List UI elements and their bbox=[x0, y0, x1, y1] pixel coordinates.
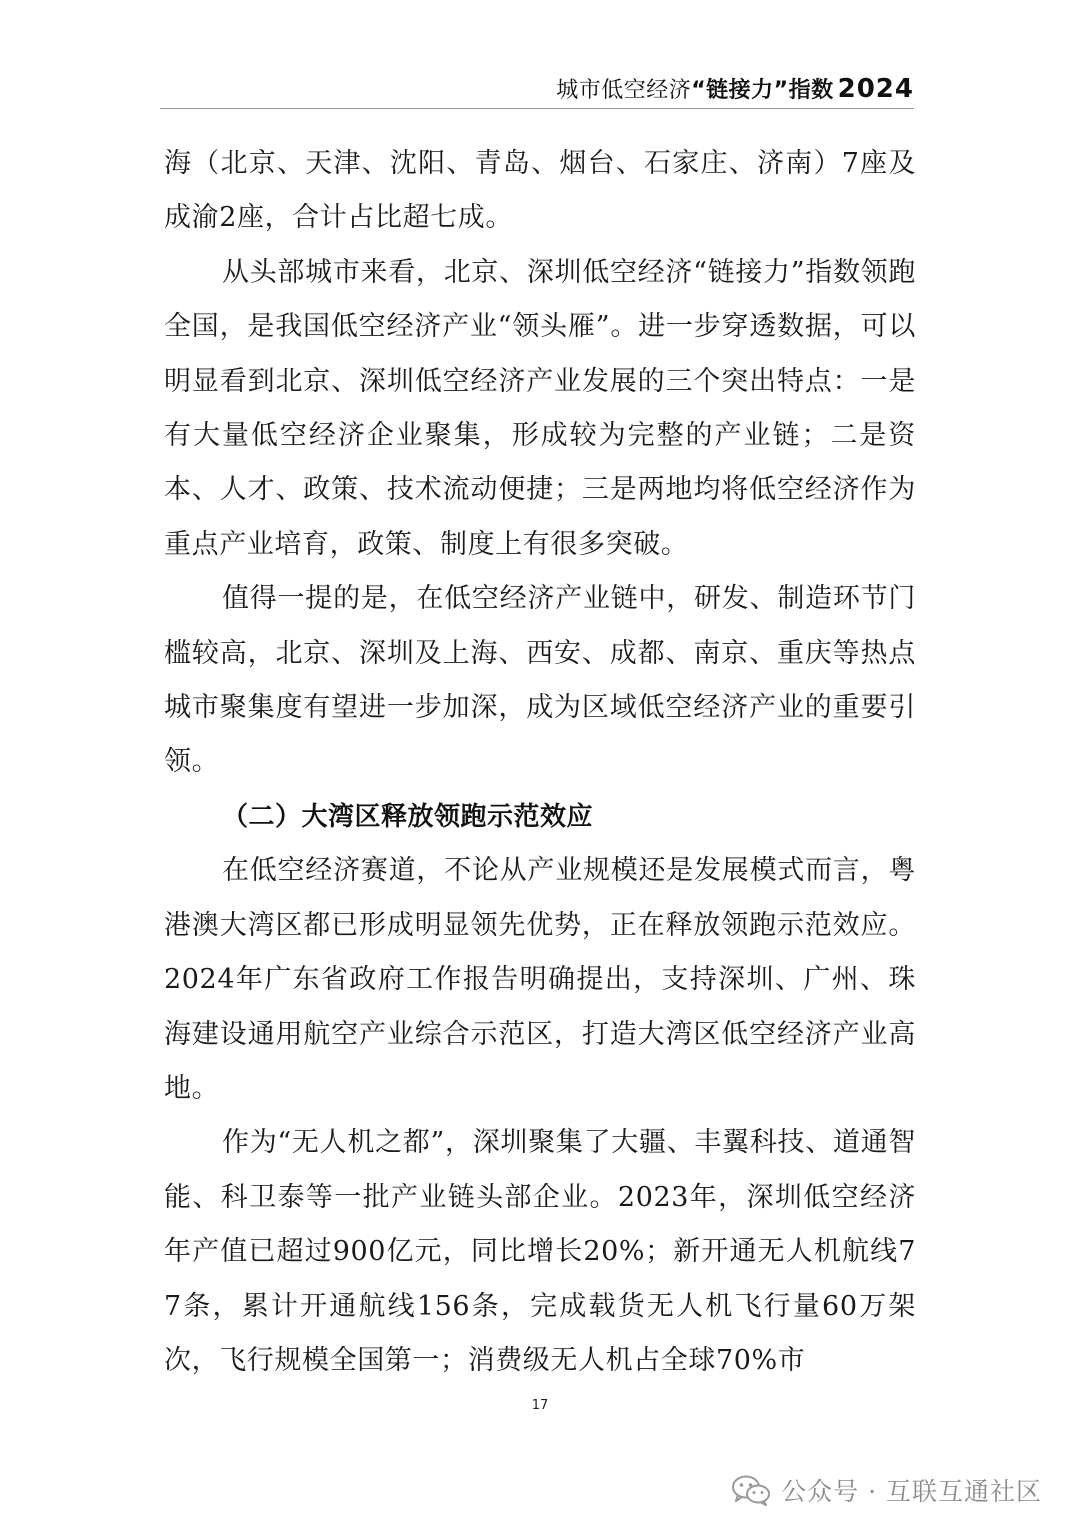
header-title-prefix: 城市低空经济 bbox=[556, 78, 692, 103]
running-header bbox=[160, 72, 914, 109]
watermark-text: 公众号 · 互联互通社区 bbox=[781, 1477, 1042, 1506]
page-number: 17 bbox=[531, 1398, 549, 1413]
paragraph: 作为“无人机之都”，深圳聚集了大疆、丰翼科技、道通智能、科卫泰等一批产业链头部企业。2023年，深圳低空经济年产值已超过900亿元，同比增长20%；新开通无人机航线77条，累计开通航线156条，完成载货无人机飞行量60万架次，飞行规模全国第一；消费级无人机占全球70%市 bbox=[164, 1127, 916, 1376]
watermark bbox=[731, 1472, 1042, 1508]
page-body bbox=[164, 137, 916, 1388]
paragraph: 从头部城市来看，北京、深圳低空经济“链接力”指数领跑全国，是我国低空经济产业“领头雁”。进一步穿透数据，可以明显看到北京、深圳低空经济产业发展的三个突出特点：一是有大量低空经济企业聚集，形成较为完整的产业链；二是资本、人才、政策、技术流动便捷；三是两地均将低空经济作为重点产业培育，政策、制度上有很多突破。 bbox=[164, 256, 916, 560]
paragraph: 海（北京、天津、沈阳、青岛、烟台、石家庄、济南）7座及成渝2座，合计占比超七成。 bbox=[164, 148, 916, 234]
wechat-icon bbox=[731, 1474, 771, 1506]
header-title-year: 2024 bbox=[837, 74, 914, 104]
header-title-highlight: “链接力”指数 bbox=[691, 78, 834, 103]
section-heading: （二）大湾区释放领跑示范效应 bbox=[222, 801, 594, 832]
paragraph: 值得一提的是，在低空经济产业链中，研发、制造环节门槛较高，北京、深圳及上海、西安、成都、南京、重庆等热点城市聚集度有望进一步加深，成为区域低空经济产业的重要引领。 bbox=[164, 583, 916, 778]
paragraph: 在低空经济赛道，不论从产业规模还是发展模式而言，粤港澳大湾区都已形成明显领先优势，正在释放领跑示范效应。2024年广东省政府工作报告明确提出，支持深圳、广州、珠海建设通用航空产业综合示范区，打造大湾区低空经济产业高地。 bbox=[164, 855, 916, 1104]
